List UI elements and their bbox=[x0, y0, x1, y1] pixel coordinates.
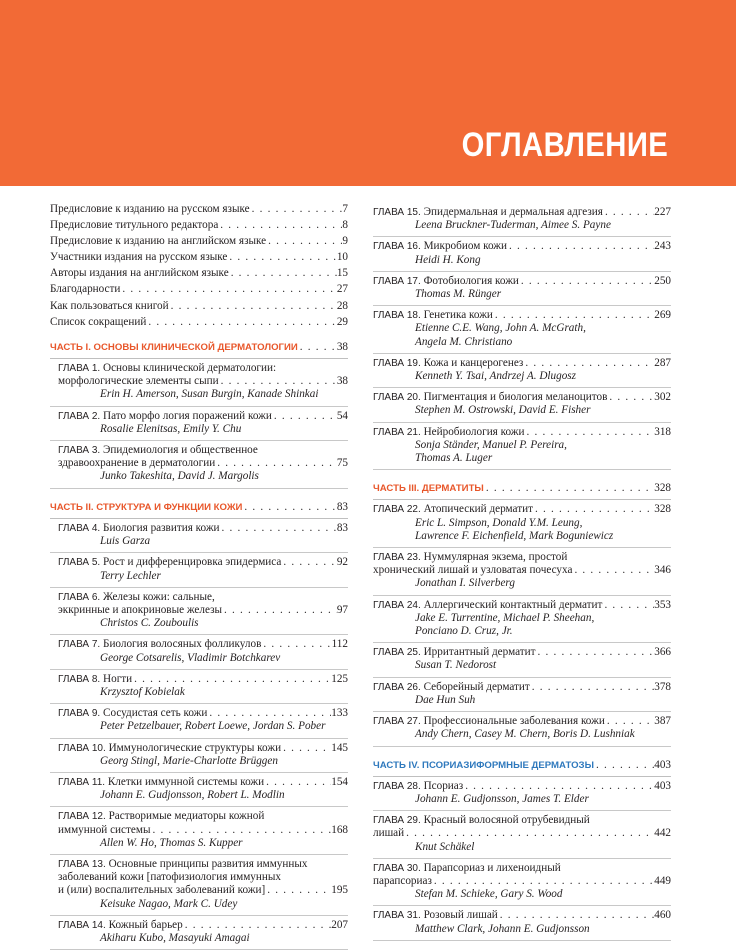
chapter-authors: Stephen M. Ostrowski, David E. Fisher bbox=[415, 404, 591, 417]
chapter-authors: Akiharu Kubo, Masayuki Amagai bbox=[100, 931, 250, 944]
chapter-title: хронический лишай и узловатая почесуха bbox=[373, 564, 573, 577]
chapter-entry[interactable] bbox=[50, 807, 348, 855]
chapter-authors: Stefan M. Schieke, Gary S. Wood bbox=[415, 888, 563, 901]
chapter-title: лишай bbox=[373, 827, 405, 840]
chapter-title: Основы клинической дерматологии: bbox=[103, 362, 277, 375]
chapter-entry[interactable] bbox=[373, 423, 671, 471]
chapter-entry[interactable] bbox=[50, 704, 348, 738]
page-number: 92 bbox=[336, 556, 348, 569]
entry-title: ЧАСТЬ IV. ПСОРИАЗИФОРМНЫЕ ДЕРМАТОЗЫ bbox=[373, 759, 594, 771]
chapter-title-row bbox=[373, 275, 671, 288]
chapter-label: ГЛАВА 6. bbox=[58, 591, 101, 603]
chapter-title-row bbox=[58, 604, 348, 617]
chapter-title-row bbox=[58, 884, 348, 897]
chapter-authors: Leena Bruckner-Tuderman, Aimee S. Payne bbox=[415, 219, 611, 232]
toc-left-column bbox=[50, 203, 348, 950]
chapter-title-line bbox=[58, 444, 348, 457]
entry-title: Предисловие к изданию на английском языке bbox=[50, 235, 267, 248]
chapter-title: Пигментация и биология меланоцитов bbox=[423, 391, 608, 404]
chapter-title: парапсориаз bbox=[373, 874, 432, 887]
dot-leader bbox=[602, 599, 654, 612]
chapter-authors: Thomas M. Rünger bbox=[415, 288, 502, 301]
chapter-title: Аллергический контактный дерматит bbox=[423, 598, 603, 611]
chapter-title: Ирритантный дерматит bbox=[423, 646, 536, 659]
part-heading[interactable] bbox=[373, 482, 671, 500]
page-number: 442 bbox=[654, 827, 671, 840]
chapter-authors: Terry Lechler bbox=[100, 569, 161, 582]
page-number: 403 bbox=[654, 779, 671, 792]
chapter-title-line bbox=[373, 814, 671, 827]
chapter-entry[interactable] bbox=[373, 354, 671, 388]
dot-leader bbox=[242, 501, 336, 514]
dot-leader bbox=[266, 235, 342, 248]
chapter-label: ГЛАВА 26. bbox=[373, 681, 421, 693]
chapter-title: и (или) воспалительных заболеваний кожи] bbox=[58, 884, 266, 897]
chapter-authors: Heidi H. Kong bbox=[415, 253, 481, 266]
page-number: 75 bbox=[336, 457, 348, 470]
dot-leader bbox=[484, 482, 654, 495]
chapter-title: Нейробиология кожи bbox=[423, 425, 525, 438]
chapter-title: морфологические элементы сыпи bbox=[58, 375, 219, 388]
chapter-entry[interactable] bbox=[50, 635, 348, 669]
entry-title: Благодарности bbox=[50, 283, 121, 296]
page-number: 243 bbox=[654, 240, 671, 253]
front-matter-entry[interactable] bbox=[50, 267, 348, 280]
dot-leader bbox=[507, 240, 654, 253]
dot-leader bbox=[264, 776, 331, 789]
entry-title: ЧАСТЬ II. СТРУКТУРА И ФУНКЦИИ КОЖИ bbox=[50, 501, 243, 513]
page-number: 207 bbox=[331, 918, 348, 931]
chapter-title-line bbox=[373, 551, 671, 564]
chapter-title-line: заболеваний кожи [патофизиология иммунных bbox=[58, 871, 281, 884]
page-number: 154 bbox=[331, 775, 348, 788]
dot-leader bbox=[120, 283, 336, 296]
chapter-entry[interactable] bbox=[373, 237, 671, 271]
page-number: 302 bbox=[654, 391, 671, 404]
chapter-title-row bbox=[373, 875, 671, 888]
chapter-title-row bbox=[58, 919, 348, 932]
chapter-entry[interactable] bbox=[50, 359, 348, 407]
chapter-authors: Thomas A. Luger bbox=[415, 452, 493, 465]
chapter-title-row bbox=[373, 564, 671, 577]
page-number: 54 bbox=[336, 409, 348, 422]
chapter-authors: Knut Schäkel bbox=[415, 840, 475, 853]
entry-title: Как пользоваться книгой bbox=[50, 299, 169, 312]
chapter-label: ГЛАВА 18. bbox=[373, 310, 421, 322]
page-number: 403 bbox=[654, 758, 671, 771]
page-number: 287 bbox=[654, 356, 671, 369]
front-matter-entry[interactable] bbox=[50, 316, 348, 329]
chapter-title: Парапсориаз и лихеноидный bbox=[423, 861, 561, 874]
chapter-authors: Sonja Ständer, Manuel P. Pereira, bbox=[415, 438, 567, 451]
chapter-entry[interactable] bbox=[373, 859, 671, 907]
page-number: 328 bbox=[654, 503, 671, 516]
chapter-title-row bbox=[58, 410, 348, 423]
dot-leader bbox=[536, 646, 655, 659]
dot-leader bbox=[519, 275, 654, 288]
chapter-title-row bbox=[58, 776, 348, 789]
chapter-label: ГЛАВА 14. bbox=[58, 919, 106, 931]
dot-leader bbox=[169, 300, 337, 313]
page-number: 29 bbox=[336, 315, 348, 328]
page-number: 449 bbox=[654, 874, 671, 887]
chapter-entry[interactable] bbox=[50, 588, 348, 636]
chapter-title-line bbox=[58, 362, 348, 375]
page-number: 353 bbox=[654, 598, 671, 611]
page-number: 8 bbox=[342, 219, 348, 232]
front-matter-entry[interactable] bbox=[50, 283, 348, 296]
dot-leader bbox=[132, 673, 331, 686]
chapter-label: ГЛАВА 27. bbox=[373, 716, 421, 728]
dot-leader bbox=[229, 267, 337, 280]
chapter-label: ГЛАВА 31. bbox=[373, 910, 421, 922]
chapter-entry[interactable] bbox=[373, 643, 671, 677]
chapter-authors: Keisuke Nagao, Mark C. Udey bbox=[100, 897, 238, 910]
chapter-authors: Christos C. Zouboulis bbox=[100, 617, 199, 630]
chapter-authors: Andy Chern, Casey M. Chern, Boris D. Lushniak bbox=[415, 728, 635, 741]
dot-leader bbox=[227, 251, 336, 264]
chapter-title: иммунной системы bbox=[58, 823, 151, 836]
page-number: 125 bbox=[331, 672, 348, 685]
chapter-authors: Jonathan I. Silverberg bbox=[415, 577, 515, 590]
dot-leader bbox=[298, 341, 337, 354]
chapter-title-row bbox=[58, 673, 348, 686]
dot-leader bbox=[594, 759, 654, 772]
chapter-title: Пато морфо логия поражений кожи bbox=[103, 409, 272, 422]
chapter-authors: Dae Hun Suh bbox=[415, 693, 476, 706]
page-number: 83 bbox=[336, 521, 348, 534]
page-number: 9 bbox=[342, 235, 348, 248]
chapter-label: ГЛАВА 9. bbox=[58, 708, 101, 720]
chapter-title-line bbox=[58, 810, 348, 823]
part-heading[interactable] bbox=[373, 759, 671, 777]
page-number: 460 bbox=[654, 909, 671, 922]
dot-leader bbox=[533, 503, 654, 516]
page-number: 7 bbox=[342, 203, 348, 215]
chapter-label: ГЛАВА 19. bbox=[373, 357, 421, 369]
page-number: 38 bbox=[336, 375, 348, 388]
dot-leader bbox=[261, 638, 331, 651]
dot-leader bbox=[183, 919, 331, 932]
entry-title: Список сокращений bbox=[50, 315, 147, 328]
chapter-authors: Johann E. Gudjonsson, James T. Elder bbox=[415, 792, 589, 805]
chapter-entry[interactable] bbox=[50, 916, 348, 950]
chapter-entry[interactable] bbox=[50, 670, 348, 704]
chapter-label: ГЛАВА 21. bbox=[373, 426, 421, 438]
dot-leader bbox=[523, 357, 654, 370]
chapter-label: ГЛАВА 29. bbox=[373, 815, 421, 827]
page-number: 318 bbox=[654, 425, 671, 438]
chapter-authors: Luis Garza bbox=[100, 535, 151, 548]
chapter-label: ГЛАВА 1. bbox=[58, 363, 101, 375]
dot-leader bbox=[463, 780, 654, 793]
chapter-label: ГЛАВА 28. bbox=[373, 780, 421, 792]
page-number: 10 bbox=[336, 251, 348, 264]
chapter-authors: Eric L. Simpson, Donald Y.M. Leung, bbox=[415, 516, 583, 529]
chapter-label: ГЛАВА 20. bbox=[373, 392, 421, 404]
chapter-entry[interactable] bbox=[373, 811, 671, 859]
chapter-title-line bbox=[373, 862, 671, 875]
chapter-title-row bbox=[373, 715, 671, 728]
chapter-title: здравоохранение в дерматологии bbox=[58, 457, 216, 470]
chapter-label: ГЛАВА 23. bbox=[373, 552, 421, 564]
chapter-title-row bbox=[58, 556, 348, 569]
chapter-title: эккринные и апокриновые железы bbox=[58, 603, 223, 616]
chapter-authors: Kenneth Y. Tsai, Andrzej A. Dlugosz bbox=[415, 370, 577, 383]
chapter-title-row bbox=[373, 357, 671, 370]
dot-leader bbox=[572, 564, 654, 577]
dot-leader bbox=[146, 316, 336, 329]
chapter-entry[interactable] bbox=[50, 441, 348, 489]
page-number: 133 bbox=[331, 707, 348, 720]
chapter-title-row bbox=[373, 503, 671, 516]
dot-leader bbox=[404, 827, 654, 840]
chapter-authors: Ponciano D. Cruz, Jr. bbox=[415, 625, 513, 638]
entry-title: ЧАСТЬ I. ОСНОВЫ КЛИНИЧЕСКОЙ ДЕРМАТОЛОГИИ bbox=[50, 341, 298, 353]
chapter-title: Биология волосяных фолликулов bbox=[103, 638, 262, 651]
page-number: 378 bbox=[654, 680, 671, 693]
chapter-title: Эпидермальная и дермальная адгезия bbox=[423, 206, 603, 218]
chapter-title-row bbox=[58, 742, 348, 755]
header-banner bbox=[0, 0, 736, 186]
chapter-title: Кожа и канцерогенез bbox=[423, 356, 524, 369]
entry-title: Участники издания на русском языке bbox=[50, 251, 228, 264]
chapter-title-row bbox=[58, 824, 348, 837]
chapter-title-row bbox=[373, 206, 671, 219]
page-number: 15 bbox=[336, 267, 348, 280]
front-matter-entry[interactable] bbox=[50, 219, 348, 232]
chapter-authors: Allen W. Ho, Thomas S. Kupper bbox=[100, 836, 243, 849]
chapter-entry[interactable] bbox=[373, 777, 671, 811]
toc-right-entries bbox=[373, 203, 671, 941]
chapter-title: Себорейный дерматит bbox=[423, 680, 530, 693]
entry-title: Предисловие к изданию на русском языке bbox=[50, 203, 250, 215]
chapter-authors: Junko Takeshita, David J. Margolis bbox=[100, 470, 259, 483]
page-title: ОГЛАВЛЕНИЕ bbox=[461, 126, 668, 164]
chapter-label: ГЛАВА 13. bbox=[58, 858, 106, 870]
chapter-entry[interactable] bbox=[50, 553, 348, 587]
chapter-title: Эпидемиология и общественное bbox=[103, 444, 258, 457]
chapter-authors: Georg Stingl, Marie-Charlotte Brüggen bbox=[100, 754, 278, 767]
chapter-label: ГЛАВА 16. bbox=[373, 241, 421, 253]
dot-leader bbox=[215, 457, 337, 470]
page-number: 346 bbox=[654, 564, 671, 577]
front-matter-entry[interactable] bbox=[50, 203, 348, 216]
page-number: 195 bbox=[331, 884, 348, 897]
chapter-authors: Erin H. Amerson, Susan Burgin, Kanade Shinkai bbox=[100, 388, 319, 401]
front-matter-entry[interactable] bbox=[50, 235, 348, 248]
chapter-entry[interactable] bbox=[50, 773, 348, 807]
page-number: 28 bbox=[336, 299, 348, 312]
chapter-label: ГЛАВА 7. bbox=[58, 639, 101, 651]
chapter-entry[interactable] bbox=[373, 203, 671, 237]
page-number: 145 bbox=[331, 741, 348, 754]
chapter-label: ГЛАВА 22. bbox=[373, 504, 421, 516]
dot-leader bbox=[218, 219, 342, 232]
chapter-authors: Lawrence F. Eichenfield, Mark Boguniewicz bbox=[415, 529, 614, 542]
chapter-label: ГЛАВА 17. bbox=[373, 275, 421, 287]
chapter-title-row bbox=[58, 522, 348, 535]
dot-leader bbox=[498, 909, 654, 922]
chapter-title: Кожный барьер bbox=[108, 918, 183, 931]
page-number: 227 bbox=[654, 206, 671, 218]
dot-leader bbox=[222, 604, 337, 617]
chapter-authors: Matthew Clark, Johann E. Gudjonsson bbox=[415, 922, 590, 935]
chapter-entry[interactable] bbox=[373, 906, 671, 940]
chapter-entry[interactable] bbox=[50, 407, 348, 441]
dot-leader bbox=[432, 875, 654, 888]
chapter-title-row bbox=[373, 599, 671, 612]
chapter-entry[interactable] bbox=[373, 596, 671, 644]
chapter-title-row bbox=[58, 638, 348, 651]
chapter-title-row bbox=[373, 426, 671, 439]
dot-leader bbox=[150, 824, 331, 837]
chapter-label: ГЛАВА 12. bbox=[58, 811, 106, 823]
dot-leader bbox=[207, 707, 331, 720]
chapter-label: ГЛАВА 8. bbox=[58, 673, 101, 685]
toc-left-entries bbox=[50, 341, 348, 950]
entry-title: Авторы издания на английском языке bbox=[50, 267, 229, 280]
chapter-label: ГЛАВА 3. bbox=[58, 445, 101, 457]
part-heading[interactable] bbox=[50, 501, 348, 519]
chapter-entry[interactable] bbox=[373, 548, 671, 596]
dot-leader bbox=[525, 426, 655, 439]
chapter-title-row bbox=[373, 780, 671, 793]
chapter-entry[interactable] bbox=[373, 712, 671, 746]
dot-leader bbox=[219, 375, 337, 388]
chapter-title-row bbox=[373, 240, 671, 253]
chapter-entry[interactable] bbox=[50, 739, 348, 773]
chapter-title: Розовый лишай bbox=[423, 909, 498, 922]
dot-leader bbox=[607, 391, 654, 404]
dot-leader bbox=[603, 206, 654, 219]
chapter-authors: Etienne C.E. Wang, John A. McGrath, bbox=[415, 322, 586, 335]
chapter-title: Растворимые медиаторы кожной bbox=[108, 810, 265, 823]
chapter-title: Фотобиология кожи bbox=[423, 274, 519, 287]
part-heading[interactable] bbox=[50, 341, 348, 359]
chapter-title-line bbox=[58, 591, 348, 604]
page-number: 168 bbox=[331, 823, 348, 836]
chapter-title: Псориаз bbox=[423, 779, 464, 792]
chapter-title-row bbox=[373, 309, 671, 322]
chapter-authors: Rosalie Elenitsas, Emily Y. Chu bbox=[100, 422, 242, 435]
chapter-authors: George Cotsarelis, Vladimir Botchkarev bbox=[100, 651, 281, 664]
chapter-authors: Jake E. Turrentine, Michael P. Sheehan, bbox=[415, 611, 595, 624]
chapter-title-row bbox=[58, 707, 348, 720]
chapter-title: Ногти bbox=[103, 672, 133, 685]
chapter-entry[interactable] bbox=[373, 500, 671, 548]
page-number: 97 bbox=[336, 603, 348, 616]
chapter-title: Основные принципы развития иммунных bbox=[108, 857, 308, 870]
chapter-label: ГЛАВА 30. bbox=[373, 862, 421, 874]
chapter-title: Рост и дифференцировка эпидермиса bbox=[103, 556, 282, 569]
chapter-label: ГЛАВА 4. bbox=[58, 522, 101, 534]
chapter-entry[interactable] bbox=[50, 855, 348, 916]
dot-leader bbox=[265, 884, 331, 897]
chapter-title-row bbox=[373, 391, 671, 404]
chapter-label: ГЛАВА 2. bbox=[58, 410, 101, 422]
front-matter-list bbox=[50, 203, 348, 329]
chapter-title: Атопический дерматит bbox=[423, 503, 533, 516]
page-number: 328 bbox=[654, 482, 671, 495]
chapter-label: ГЛАВА 5. bbox=[58, 557, 101, 569]
page-number: 387 bbox=[654, 715, 671, 728]
chapter-title: Профессиональные заболевания кожи bbox=[423, 715, 605, 728]
chapter-title-row bbox=[58, 457, 348, 470]
dot-leader bbox=[605, 715, 654, 728]
chapter-title: Нуммулярная экзема, простой bbox=[423, 551, 568, 564]
chapter-title-row bbox=[58, 375, 348, 388]
dot-leader bbox=[493, 309, 654, 322]
chapter-label: ГЛАВА 25. bbox=[373, 647, 421, 659]
chapter-title-row bbox=[373, 909, 671, 922]
chapter-entry[interactable] bbox=[373, 272, 671, 306]
page-number: 27 bbox=[336, 283, 348, 296]
entry-title: Предисловие титульного редактора bbox=[50, 219, 219, 232]
page-number: 83 bbox=[336, 500, 348, 513]
chapter-title: Железы кожи: сальные, bbox=[103, 590, 215, 603]
entry-title: ЧАСТЬ III. ДЕРМАТИТЫ bbox=[373, 483, 484, 495]
chapter-title: Иммунологические структуры кожи bbox=[108, 741, 282, 754]
page-number: 112 bbox=[331, 638, 348, 651]
dot-leader bbox=[220, 522, 337, 535]
chapter-title: Микробиом кожи bbox=[423, 240, 507, 253]
dot-leader bbox=[250, 203, 343, 216]
dot-leader bbox=[530, 681, 654, 694]
chapter-authors: Susan T. Nedorost bbox=[415, 659, 497, 672]
chapter-authors: Johann E. Gudjonsson, Robert L. Modlin bbox=[100, 789, 285, 802]
chapter-title: Клетки иммунной системы кожи bbox=[107, 775, 265, 788]
chapter-title: Сосудистая сеть кожи bbox=[103, 707, 208, 720]
chapter-title-row bbox=[373, 827, 671, 840]
chapter-entry[interactable] bbox=[373, 678, 671, 712]
chapter-authors: Peter Petzelbauer, Robert Loewe, Jordan S. Pober bbox=[100, 720, 326, 733]
chapter-title-row bbox=[373, 646, 671, 659]
dot-leader bbox=[272, 410, 337, 423]
page-number: 269 bbox=[654, 309, 671, 322]
front-matter-entry[interactable] bbox=[50, 300, 348, 313]
dot-leader bbox=[281, 556, 336, 569]
chapter-title-line bbox=[58, 858, 348, 871]
chapter-title: Биология развития кожи bbox=[103, 521, 220, 534]
chapter-title: Генетика кожи bbox=[423, 309, 493, 322]
chapter-label: ГЛАВА 15. bbox=[373, 207, 421, 218]
front-matter-entry[interactable] bbox=[50, 251, 348, 264]
dot-leader bbox=[281, 742, 331, 755]
chapter-entry[interactable] bbox=[373, 306, 671, 354]
chapter-entry[interactable] bbox=[50, 519, 348, 553]
page-number: 38 bbox=[336, 340, 348, 353]
chapter-label: ГЛАВА 24. bbox=[373, 599, 421, 611]
chapter-authors: Krzysztof Kobielak bbox=[100, 685, 185, 698]
chapter-label: ГЛАВА 10. bbox=[58, 742, 106, 754]
toc-right-column bbox=[373, 203, 671, 941]
page-number: 250 bbox=[654, 274, 671, 287]
chapter-title: Красный волосяной отрубевидный bbox=[423, 814, 590, 827]
page-number: 366 bbox=[654, 646, 671, 659]
chapter-entry[interactable] bbox=[373, 388, 671, 422]
chapter-label: ГЛАВА 11. bbox=[58, 776, 106, 788]
chapter-title-row bbox=[373, 681, 671, 694]
chapter-authors: Angela M. Christiano bbox=[415, 335, 513, 348]
